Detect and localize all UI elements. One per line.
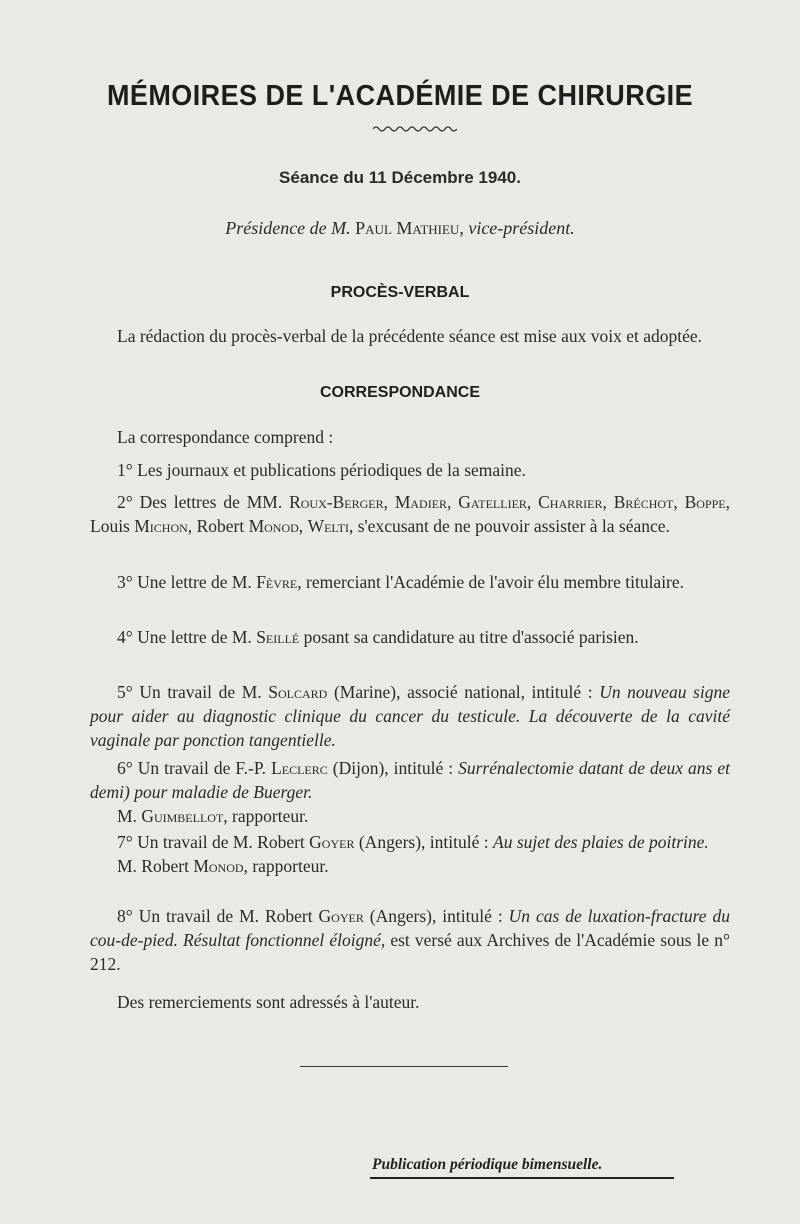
item-8: 8° Un travail de M. Robert Goyer (Angers), intitulé : Un cas de luxation-fracture du cou-de-pied. Résultat fonctionnel éloigné, est versé aux Archives de l'Académie sous le n° 212. <box>90 906 731 974</box>
section-divider <box>300 1066 508 1067</box>
presidency-prefix: Présidence de M. <box>225 218 351 238</box>
correspondance-heading: CORRESPONDANCE <box>319 384 480 401</box>
correspondance-intro: La correspondance comprend : <box>117 427 334 447</box>
president-role: vice-président. <box>468 218 575 238</box>
footer-underline <box>370 1177 674 1179</box>
item-2: 2° Des lettres de MM. Roux-Berger, Madier, Gatellier, Charrier, Bréchot, Boppe, Louis Michon, Robert Monod, Welti, s'excusant de ne pouvoir assister à la séance. <box>90 492 731 536</box>
proces-verbal-text: La rédaction du procès-verbal de la précédente séance est mise aux voix et adoptée. <box>117 326 703 346</box>
footer-note: Publication périodique bimensuelle. <box>372 1156 603 1173</box>
president-name: Paul Mathieu <box>355 218 460 238</box>
item-1: 1° Les journaux et publications périodiques de la semaine. <box>117 460 526 480</box>
session-date: Séance du 11 Décembre 1940. <box>279 168 521 187</box>
item-3: 3° Une lettre de M. Fèvre, remerciant l'Académie de l'avoir élu membre titulaire. <box>117 572 685 592</box>
journal-title: MÉMOIRES DE L'ACADÉMIE DE CHIRURGIE <box>106 80 694 112</box>
item-6: 6° Un travail de F.-P. Leclerc (Dijon), intitulé : Surrénalectomie datant de deux ans et demi) pour maladie de Buerger. M. Guimbellot, rapporteur. <box>90 758 730 826</box>
closing-line: Des remerciements sont adressés à l'auteur. <box>117 992 420 1012</box>
item-4: 4° Une lettre de M. Seillé posant sa candidature au titre d'associé parisien. <box>117 627 639 647</box>
item-7: 7° Un travail de M. Robert Goyer (Angers), intitulé : Au sujet des plaies de poitrine. M. Robert Monod, rapporteur. <box>117 832 709 876</box>
item-5: 5° Un travail de M. Solcard (Marine), associé national, intitulé : Un nouveau signe pour aider au diagnostic clinique du cancer du testicule. La découverte de la cavité vaginale par ponction tangentielle. <box>90 682 730 750</box>
presidency-line: Présidence de M. Paul Mathieu, vice-président. <box>225 218 575 238</box>
wavy-ornament <box>373 124 457 134</box>
proces-verbal-heading: PROCÈS-VERBAL <box>330 284 470 301</box>
